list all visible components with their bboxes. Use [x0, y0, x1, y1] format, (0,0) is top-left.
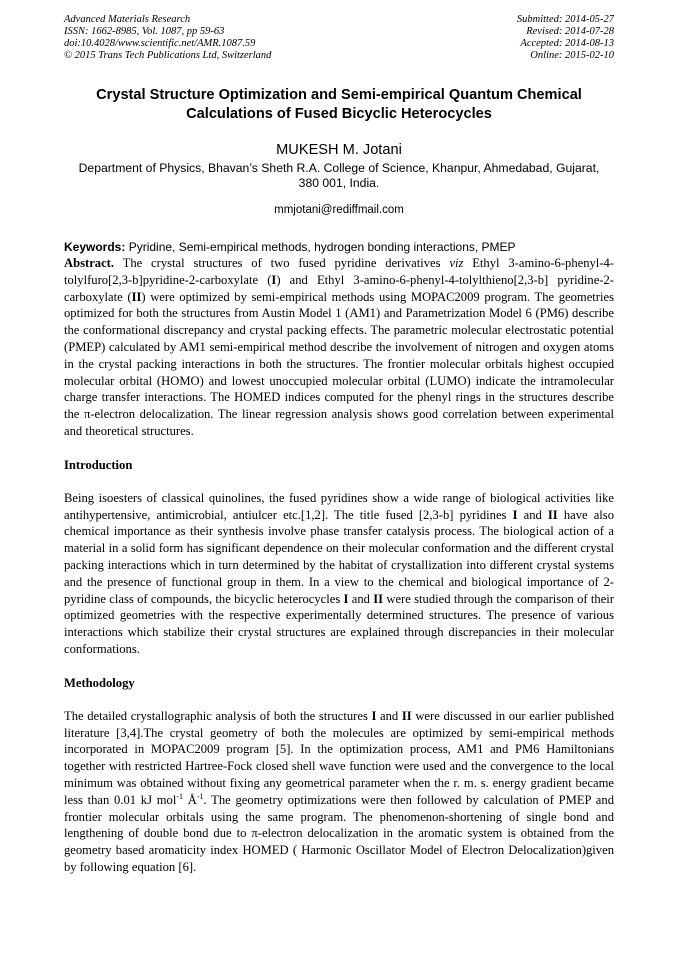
- method-span: were discussed in our earlier published literature [3,4].The crystal geometry of both the molecules are optimized by semi-empirical methods incorporated in MOPAC2009 program [5]. In the optimization process, AM1 and PM6 Hamiltonians together with restricted Hartree-Fock closed shell wave function were used and the convergence to the local minimum was obtained without fixing any geometrical parameter when the r. m. s. energy gradient became less than 0.01 kJ mol: [64, 708, 614, 807]
- compound-label: II: [547, 507, 558, 522]
- abstract: [64, 255, 614, 440]
- copyright: © 2015 Trans Tech Publications Ltd, Switzerland: [64, 50, 272, 61]
- introduction-heading: Introduction: [64, 457, 133, 472]
- compound-label: I: [343, 591, 349, 606]
- journal-info: [64, 14, 271, 62]
- abstract-text: ) were optimized by semi-empirical methods using MOPAC2009 program. The geometries optimized for both the structures from Austin Model 1 (AM1) and Parametrization Model 6 (PM6) describe the conformational discrepancy and crystal packing effects. The parametric molecular electrostatic potential (PMEP) calculated by AM1 semi-empirical method describe the involvement of nitrogen and oxygen atoms in the crystal packing interactions in both the structures. The frontier molecular orbitals highest occupied molecular orbital (HOMO) and lowest unoccupied molecular orbital (LUMO) indicate the intramolecular charge transfer interactions. The HOMED indices computed for the phenyl rings in the structures describe the π-electron delocalization. The linear regression analysis shows good correlation between experimental and theoretical structures.: [64, 289, 614, 438]
- method-span: and: [376, 708, 402, 723]
- online-date: Online: 2015-02-10: [530, 50, 614, 61]
- abstract-text: ) and Ethyl 3-amino-6-phenyl-4-tolylthieno[2,3-b] pyridine-2-carboxylate (: [64, 272, 614, 304]
- compound-label: I: [271, 272, 277, 287]
- introduction-text: [64, 490, 614, 658]
- abstract-text: The crystal structures of two fused pyridine derivatives: [114, 256, 450, 270]
- paper-title: [64, 86, 614, 124]
- abstract-label: Abstract.: [64, 256, 115, 270]
- abstract-viz: viz: [449, 256, 464, 270]
- journal-header: [64, 14, 614, 62]
- compound-label: II: [401, 708, 412, 723]
- affiliation-line-2: 380 001, India.: [298, 176, 380, 190]
- compound-label: II: [131, 289, 142, 304]
- method-span: . The geometry optimizations were then followed by calculation of PMEP and frontier molecular orbitals using the same program. The phenomenon-shortening of single bond and lengthening of double bond due to π-electron delocalization in the aromatic system is obtained from the geometry based aromaticity index HOMED ( Harmonic Oscillator Model of Electron Delocalization)given by following equation [6].: [64, 792, 614, 874]
- issn: ISSN: 1662-8985, Vol. 1087, pp 59-63: [64, 26, 225, 37]
- intro-span: have also chemical importance as their synthesis involve phase transfer catalysis process. The biological action of a material in a solid form has significant dependence on their molecular conformation and the different crystal packing interactions which in turn determined by the habitat of crystallization into different crystal systems and the presence of functional group in them. In a view to the chemical and biological importance of 2-pyridine class of compounds, the bicyclic heterocycles: [64, 507, 615, 606]
- doi: doi:10.4028/www.scientific.net/AMR.1087.59: [64, 38, 256, 49]
- title-line-2: Calculations of Fused Bicyclic Heterocycles: [186, 106, 492, 122]
- method-span: The detailed crystallographic analysis of both the structures: [64, 708, 372, 723]
- compound-label: II: [373, 591, 384, 606]
- author-name: MUKESH M. Jotani: [276, 142, 402, 158]
- author-email: mmjotani@rediffmail.com: [274, 204, 404, 216]
- journal-name: Advanced Materials Research: [64, 14, 191, 25]
- intro-span: Being isoesters of classical quinolines, the fused pyridines show a wide range of biological activities like antihypertensive, antimicrobial, antiulcer etc.[1,2]. The title fused [2,3-b] pyridines: [64, 490, 614, 522]
- method-span: Å: [183, 792, 197, 807]
- methodology-text: [64, 708, 614, 876]
- compound-label: I: [512, 507, 518, 522]
- accepted-date: Accepted: 2014-08-13: [520, 38, 614, 49]
- keywords-label: Keywords:: [64, 240, 126, 254]
- affiliation: [64, 161, 614, 191]
- intro-span: and: [517, 507, 548, 522]
- revised-date: Revised: 2014-07-28: [526, 26, 614, 37]
- compound-label: I: [371, 708, 377, 723]
- intro-span: and: [348, 591, 374, 606]
- keywords-text: Pyridine, Semi-empirical methods, hydrogen bonding interactions, PMEP: [125, 240, 516, 254]
- submitted-date: Submitted: 2014-05-27: [516, 14, 614, 25]
- title-line-1: Crystal Structure Optimization and Semi-empirical Quantum Chemical: [96, 87, 582, 103]
- dates-info: [517, 14, 614, 62]
- keywords: [64, 240, 614, 255]
- superscript: -1: [196, 791, 204, 801]
- superscript: -1: [176, 791, 183, 801]
- intro-span: were studied through the comparison of their optimized geometries with the respective experimentally determined structures. The presence of various interactions which stabilize their crystal structures are explained through discrepancies in their molecular conformations.: [64, 591, 614, 656]
- methodology-heading: Methodology: [64, 675, 135, 690]
- abstract-text: Ethyl 3-amino-6-phenyl-4-tolylfuro[2,3-b]pyridine-2-carboxylate (: [64, 256, 614, 287]
- affiliation-line-1: Department of Physics, Bhavan’s Sheth R.A. College of Science, Khanpur, Ahmedabad, Gujarat,: [78, 161, 600, 175]
